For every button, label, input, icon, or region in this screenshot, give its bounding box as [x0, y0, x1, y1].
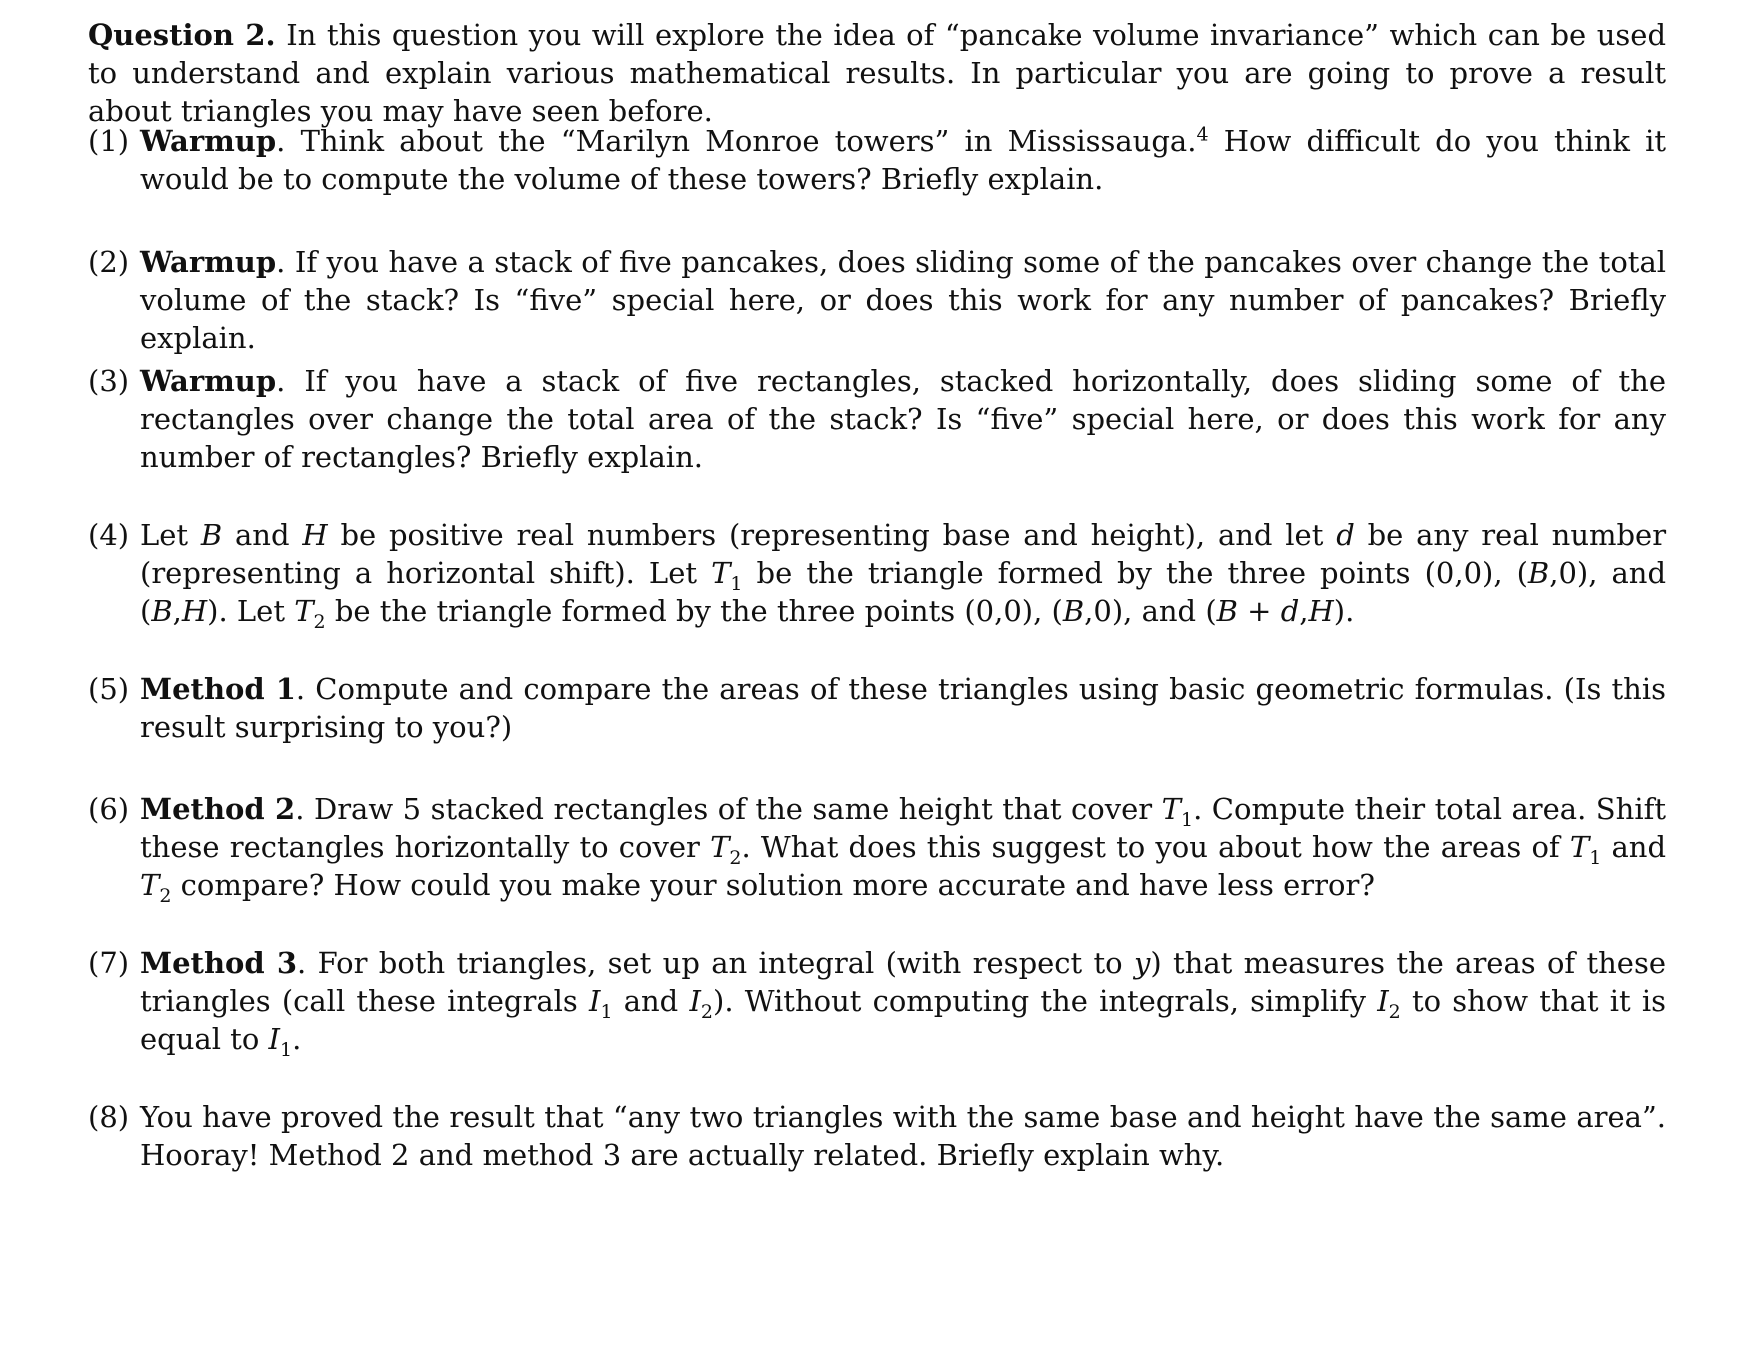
item-3-text: If you have a stack of five rectangles, stacked horizontally, does sliding some of the rectangles over change the total area of the stack? Is “five” special here, or does this work for any number of rectangles? Briefly explain.	[140, 364, 1666, 474]
item-2-text: If you have a stack of five pancakes, does sliding some of the pancakes over change the total volume of the stack? Is “five” special here, or does this work for any number of pancakes? Briefly explain.	[140, 245, 1667, 355]
item-4	[88, 516, 1667, 633]
item-1-title: Warmup	[140, 124, 277, 158]
item-4-text: Let B and H be positive real numbers (representing base and height), and let d be any real number (representing a horizontal shift). Let $T_1$ be the triangle formed by the three points (0,0), (B,0), and (B,H). Let $T_2$ be the triangle formed by the three points (0,0), (B,0), and (B + d,H).	[140, 518, 1667, 633]
item-3-number: (3)	[88, 364, 130, 398]
item-6-number: (6)	[88, 792, 130, 826]
item-7	[88, 944, 1667, 1061]
item-5-text: Compute and compare the areas of these triangles using basic geometric formulas. (Is this result surprising to you?)	[140, 672, 1667, 744]
item-7-number: (7)	[88, 946, 130, 980]
footnote-marker: 4	[1196, 123, 1209, 146]
item-1: (1) Warmup. Think about the “Marilyn Monroe towers” in Mississauga.$^4$ How difficult do you think it would be to compute the volume of these towers? Briefly explain.	[88, 123, 1666, 196]
item-4-number: (4)	[88, 518, 130, 552]
item-5: (5) Method 1. Compute and compare the areas of these triangles using basic geometric formulas. (Is this result surprising to you?)	[88, 672, 1667, 744]
item-3-title: Warmup	[140, 364, 277, 398]
question-label: Question 2.	[88, 18, 276, 52]
item-8-text: You have proved the result that “any two triangles with the same base and height have the same area”. Hooray! Method 2 and method 3 are actually related. Briefly explain why.	[140, 1100, 1666, 1172]
item-5-title: Method 1	[140, 672, 296, 706]
item-2-title: Warmup	[140, 245, 277, 279]
item-6-title: Method 2	[140, 792, 296, 826]
item-3: (3) Warmup. If you have a stack of five rectangles, stacked horizontally, does sliding some of the rectangles over change the total area of the stack? Is “five” special here, or does this work for any number of rectangles? Briefly explain.	[88, 364, 1666, 474]
item-8-number: (8)	[88, 1100, 130, 1134]
question-intro	[88, 16, 1666, 130]
item-1-text: Think about the “Marilyn Monroe towers” in Mississauga.	[300, 124, 1197, 158]
item-2: (2) Warmup. If you have a stack of five pancakes, does sliding some of the pancakes over change the total volume of the stack? Is “five” special here, or does this work for any number of pancakes? Briefly explain.	[88, 245, 1667, 355]
item-6-text: Method 2. Draw 5 stacked rectangles of the same height that cover $T_1$. Compute their total area. Shift these rectangles horizontally to cover $T_2$. What does this suggest to you about how the areas of $T_1$ and $T_2$ compare? How could you make your solution more accurate and have less error?	[140, 792, 1667, 907]
item-7-title: Method 3	[140, 946, 298, 980]
item-5-number: (5)	[88, 672, 130, 706]
item-2-number: (2)	[88, 245, 130, 279]
item-6	[88, 790, 1667, 907]
question-document	[88, 16, 1667, 1172]
item-8	[88, 1098, 1666, 1174]
item-7-text: Method 3. For both triangles, set up an integral (with respect to y) that measures the areas of these triangles (call these integrals $I_1$ and $I_2$). Without computing the integrals, simplify $I_2$ to show that it is equal to $I_1$.	[140, 946, 1667, 1061]
item-1-number: (1)	[88, 124, 130, 158]
item-1-text-after: How difficult do you think it would be to compute the volume of these towers? Briefly explain.	[140, 124, 1666, 196]
question-intro-text: In this question you will explore the idea of “pancake volume invariance” which can be used to understand and explain various mathematical results. In particular you are going to prove a result about triangles you may have seen before.	[88, 18, 1667, 128]
